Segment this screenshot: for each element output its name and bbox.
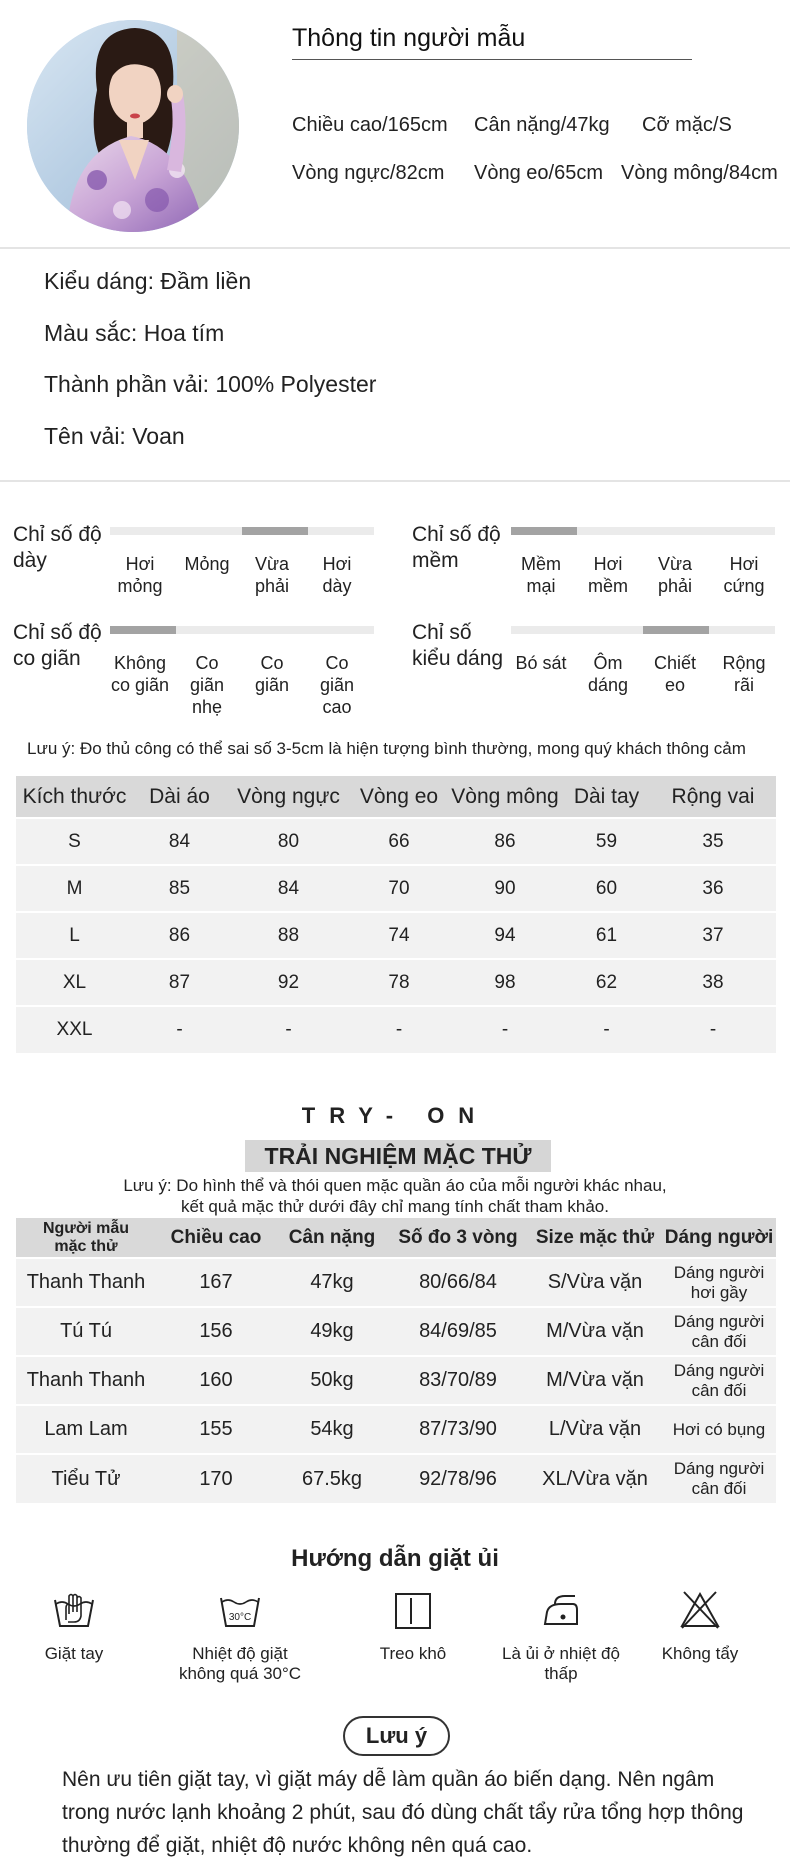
table-cell: XL/Vừa vặn	[528, 1454, 662, 1503]
table-row	[16, 1307, 776, 1356]
product-color: Màu sắc: Hoa tím	[44, 320, 225, 346]
table-cell: S	[16, 818, 133, 865]
table-cell: 87/73/90	[388, 1405, 528, 1454]
table-cell: 78	[351, 959, 447, 1006]
thickness-option: Hơi dày	[322, 554, 352, 596]
column-header: Dài tay	[563, 776, 650, 818]
wash-label: Không tẩy	[661, 1644, 739, 1663]
product-style: Kiểu dáng: Đầm liền	[44, 268, 252, 294]
wash-label: Treo khô	[379, 1644, 447, 1663]
stretch-option: Co giãn	[254, 653, 290, 695]
table-cell: XXL	[16, 1006, 133, 1053]
softness-option: Mềm mại	[521, 554, 561, 596]
column-header: Vòng ngực	[226, 776, 351, 818]
washing-title: Hướng dẫn giặt ủi	[291, 1545, 499, 1572]
column-header: Chiều cao	[156, 1218, 276, 1258]
table-cell: -	[133, 1006, 226, 1053]
column-header: Dài áo	[133, 776, 226, 818]
model-size: Cỡ mặc/S	[642, 114, 732, 136]
table-cell: Tiểu Tử	[16, 1454, 156, 1503]
table-cell: Dáng người cân đối	[662, 1356, 776, 1405]
iron-low-icon	[539, 1590, 583, 1630]
section-divider	[0, 247, 790, 249]
table-cell: Dáng người hơi gầy	[662, 1258, 776, 1307]
fit-index-marker	[643, 626, 709, 634]
section-divider	[0, 480, 790, 482]
table-cell: -	[447, 1006, 563, 1053]
softness-index-bar	[511, 527, 775, 535]
table-row	[16, 1356, 776, 1405]
table-cell: 170	[156, 1454, 276, 1503]
table-cell: 86	[447, 818, 563, 865]
softness-option: Hơi cứng	[723, 554, 765, 596]
table-cell: 98	[447, 959, 563, 1006]
column-header: Rộng vai	[650, 776, 776, 818]
table-row	[16, 818, 776, 865]
line-dry-icon	[391, 1590, 435, 1630]
table-cell: 62	[563, 959, 650, 1006]
thickness-index-label: Chỉ số độ dày	[13, 523, 102, 572]
table-cell: 85	[133, 865, 226, 912]
table-cell: 80/66/84	[388, 1258, 528, 1307]
wash-item	[4, 1590, 144, 1664]
model-weight: Cân nặng/47kg	[474, 114, 610, 136]
hand-wash-icon	[52, 1590, 96, 1630]
tryon-title-en: TRY- ON	[301, 1103, 489, 1128]
table-cell: 155	[156, 1405, 276, 1454]
column-header: Dáng người	[662, 1218, 776, 1258]
wash-item	[491, 1590, 631, 1684]
table-cell: 92	[226, 959, 351, 1006]
stretch-option: Co giãn nhẹ	[189, 653, 225, 717]
table-cell: 59	[563, 818, 650, 865]
table-cell: -	[563, 1006, 650, 1053]
table-cell: 94	[447, 912, 563, 959]
table-cell: Dáng người cân đối	[662, 1307, 776, 1356]
table-row	[16, 1454, 776, 1503]
fit-option: Bó sát	[515, 653, 567, 673]
stretch-option: Co giãn cao	[319, 653, 355, 717]
column-header: Size mặc thử	[528, 1218, 662, 1258]
table-cell: 160	[156, 1356, 276, 1405]
table-cell: Hơi có bụng	[662, 1405, 776, 1454]
wash-item	[630, 1590, 770, 1664]
table-cell: 54kg	[276, 1405, 388, 1454]
column-header: Người mẫu mặc thử	[16, 1218, 156, 1258]
table-cell: 84/69/85	[388, 1307, 528, 1356]
table-cell: Thanh Thanh	[16, 1356, 156, 1405]
stretch-index-label: Chỉ số độ co giãn	[13, 621, 102, 670]
fit-option: Ôm dáng	[587, 653, 629, 695]
column-header: Số đo 3 vòng	[388, 1218, 528, 1258]
table-cell: 36	[650, 865, 776, 912]
table-row	[16, 1405, 776, 1454]
title-underline	[292, 59, 692, 60]
thickness-option: Hơi mỏng	[117, 554, 163, 596]
table-row	[16, 912, 776, 959]
stretch-option: Không co giãn	[110, 653, 170, 695]
table-cell: M/Vừa vặn	[528, 1307, 662, 1356]
column-header: Kích thước	[16, 776, 133, 818]
model-photo-illustration	[27, 20, 239, 232]
table-cell: Lam Lam	[16, 1405, 156, 1454]
softness-option: Vừa phải	[657, 554, 693, 596]
table-cell: Dáng người cân đối	[662, 1454, 776, 1503]
fit-index-label: Chỉ số kiểu dáng	[412, 621, 504, 670]
size-table-header	[16, 776, 776, 818]
stretch-index-bar	[110, 626, 374, 634]
column-header: Vòng mông	[447, 776, 563, 818]
thickness-option: Vừa phải	[254, 554, 290, 596]
table-row	[16, 865, 776, 912]
table-cell: 67.5kg	[276, 1454, 388, 1503]
wash-item	[343, 1590, 483, 1664]
softness-option: Hơi mềm	[588, 554, 628, 596]
table-cell: L/Vừa vặn	[528, 1405, 662, 1454]
measurement-note: Lưu ý: Đo thủ công có thể sai số 3-5cm là hiện tượng bình thường, mong quý khách thông cảm	[27, 739, 746, 758]
table-cell: M/Vừa vặn	[528, 1356, 662, 1405]
table-cell: 50kg	[276, 1356, 388, 1405]
table-cell: 80	[226, 818, 351, 865]
table-cell: 37	[650, 912, 776, 959]
table-row	[16, 959, 776, 1006]
wash-temp-text: 30°C	[228, 1612, 252, 1623]
table-cell: 88	[226, 912, 351, 959]
size-table	[16, 776, 776, 1053]
table-cell: -	[226, 1006, 351, 1053]
table-cell: 38	[650, 959, 776, 1006]
table-cell: 83/70/89	[388, 1356, 528, 1405]
softness-index-label: Chỉ số độ mềm	[412, 523, 501, 572]
table-row	[16, 1006, 776, 1053]
tryon-table	[16, 1218, 776, 1503]
table-cell: 47kg	[276, 1258, 388, 1307]
thickness-index-marker	[242, 527, 308, 535]
table-cell: 49kg	[276, 1307, 388, 1356]
table-cell: L	[16, 912, 133, 959]
table-cell: 84	[133, 818, 226, 865]
table-cell: 61	[563, 912, 650, 959]
tryon-table-body	[16, 1258, 776, 1503]
size-table-body	[16, 818, 776, 1053]
table-cell: Tú Tú	[16, 1307, 156, 1356]
table-cell: 70	[351, 865, 447, 912]
softness-index-marker	[511, 527, 577, 535]
model-height: Chiều cao/165cm	[292, 114, 448, 136]
product-fabric: Tên vải: Voan	[44, 423, 185, 449]
table-cell: 60	[563, 865, 650, 912]
table-cell: -	[650, 1006, 776, 1053]
care-note-title: Lưu ý	[343, 1716, 450, 1756]
table-cell: 66	[351, 818, 447, 865]
table-row	[16, 1258, 776, 1307]
model-info-title: Thông tin người mẫu	[292, 24, 526, 52]
table-cell: 35	[650, 818, 776, 865]
fit-option: Chiết eo	[653, 653, 697, 695]
model-bust: Vòng ngực/82cm	[292, 162, 445, 184]
table-cell: 86	[133, 912, 226, 959]
table-cell: -	[351, 1006, 447, 1053]
fit-option: Rộng rãi	[722, 653, 766, 695]
no-bleach-icon	[678, 1590, 722, 1630]
table-cell: 84	[226, 865, 351, 912]
table-cell: 92/78/96	[388, 1454, 528, 1503]
wash-30-icon	[218, 1590, 262, 1630]
thickness-index-bar	[110, 527, 374, 535]
care-note-text: Nên ưu tiên giặt tay, vì giặt máy dễ làm quần áo biến dạng. Nên ngâm trong nước lạnh khoảng 2 phút, sau đó dùng chất tẩy rửa tổng hợp thông thường để giặt, nhiệt độ nước không nên quá cao.	[62, 1768, 744, 1857]
wash-item	[170, 1590, 310, 1684]
tryon-note	[0, 1175, 790, 1217]
stretch-index-marker	[110, 626, 176, 634]
fit-index-bar	[511, 626, 775, 634]
table-cell: 87	[133, 959, 226, 1006]
table-cell: 156	[156, 1307, 276, 1356]
table-cell: S/Vừa vặn	[528, 1258, 662, 1307]
wash-label: Giặt tay	[44, 1644, 104, 1663]
model-photo	[27, 20, 239, 232]
model-waist: Vòng eo/65cm	[474, 162, 603, 184]
wash-label: Là ủi ở nhiệt độ thấp	[502, 1644, 620, 1683]
table-cell: 90	[447, 865, 563, 912]
column-header: Cân nặng	[276, 1218, 388, 1258]
product-material: Thành phần vải: 100% Polyester	[44, 371, 377, 397]
column-header: Vòng eo	[351, 776, 447, 818]
table-cell: 167	[156, 1258, 276, 1307]
tryon-title-vn: TRẢI NGHIỆM MẶC THỬ	[245, 1140, 551, 1172]
wash-label: Nhiệt độ giặt không quá 30°C	[178, 1644, 302, 1683]
tryon-table-header	[16, 1218, 776, 1258]
model-hips: Vòng mông/84cm	[621, 162, 778, 184]
table-cell: 74	[351, 912, 447, 959]
model-info-section	[0, 0, 790, 248]
table-cell: XL	[16, 959, 133, 1006]
table-cell: M	[16, 865, 133, 912]
tryon-note-line: Lưu ý: Do hình thể và thói quen mặc quần áo của mỗi người khác nhau,	[123, 1176, 667, 1195]
thickness-option: Mỏng	[184, 554, 230, 574]
table-cell: Thanh Thanh	[16, 1258, 156, 1307]
tryon-note-line: kết quả mặc thử dưới đây chỉ mang tính chất tham khảo.	[181, 1197, 609, 1216]
